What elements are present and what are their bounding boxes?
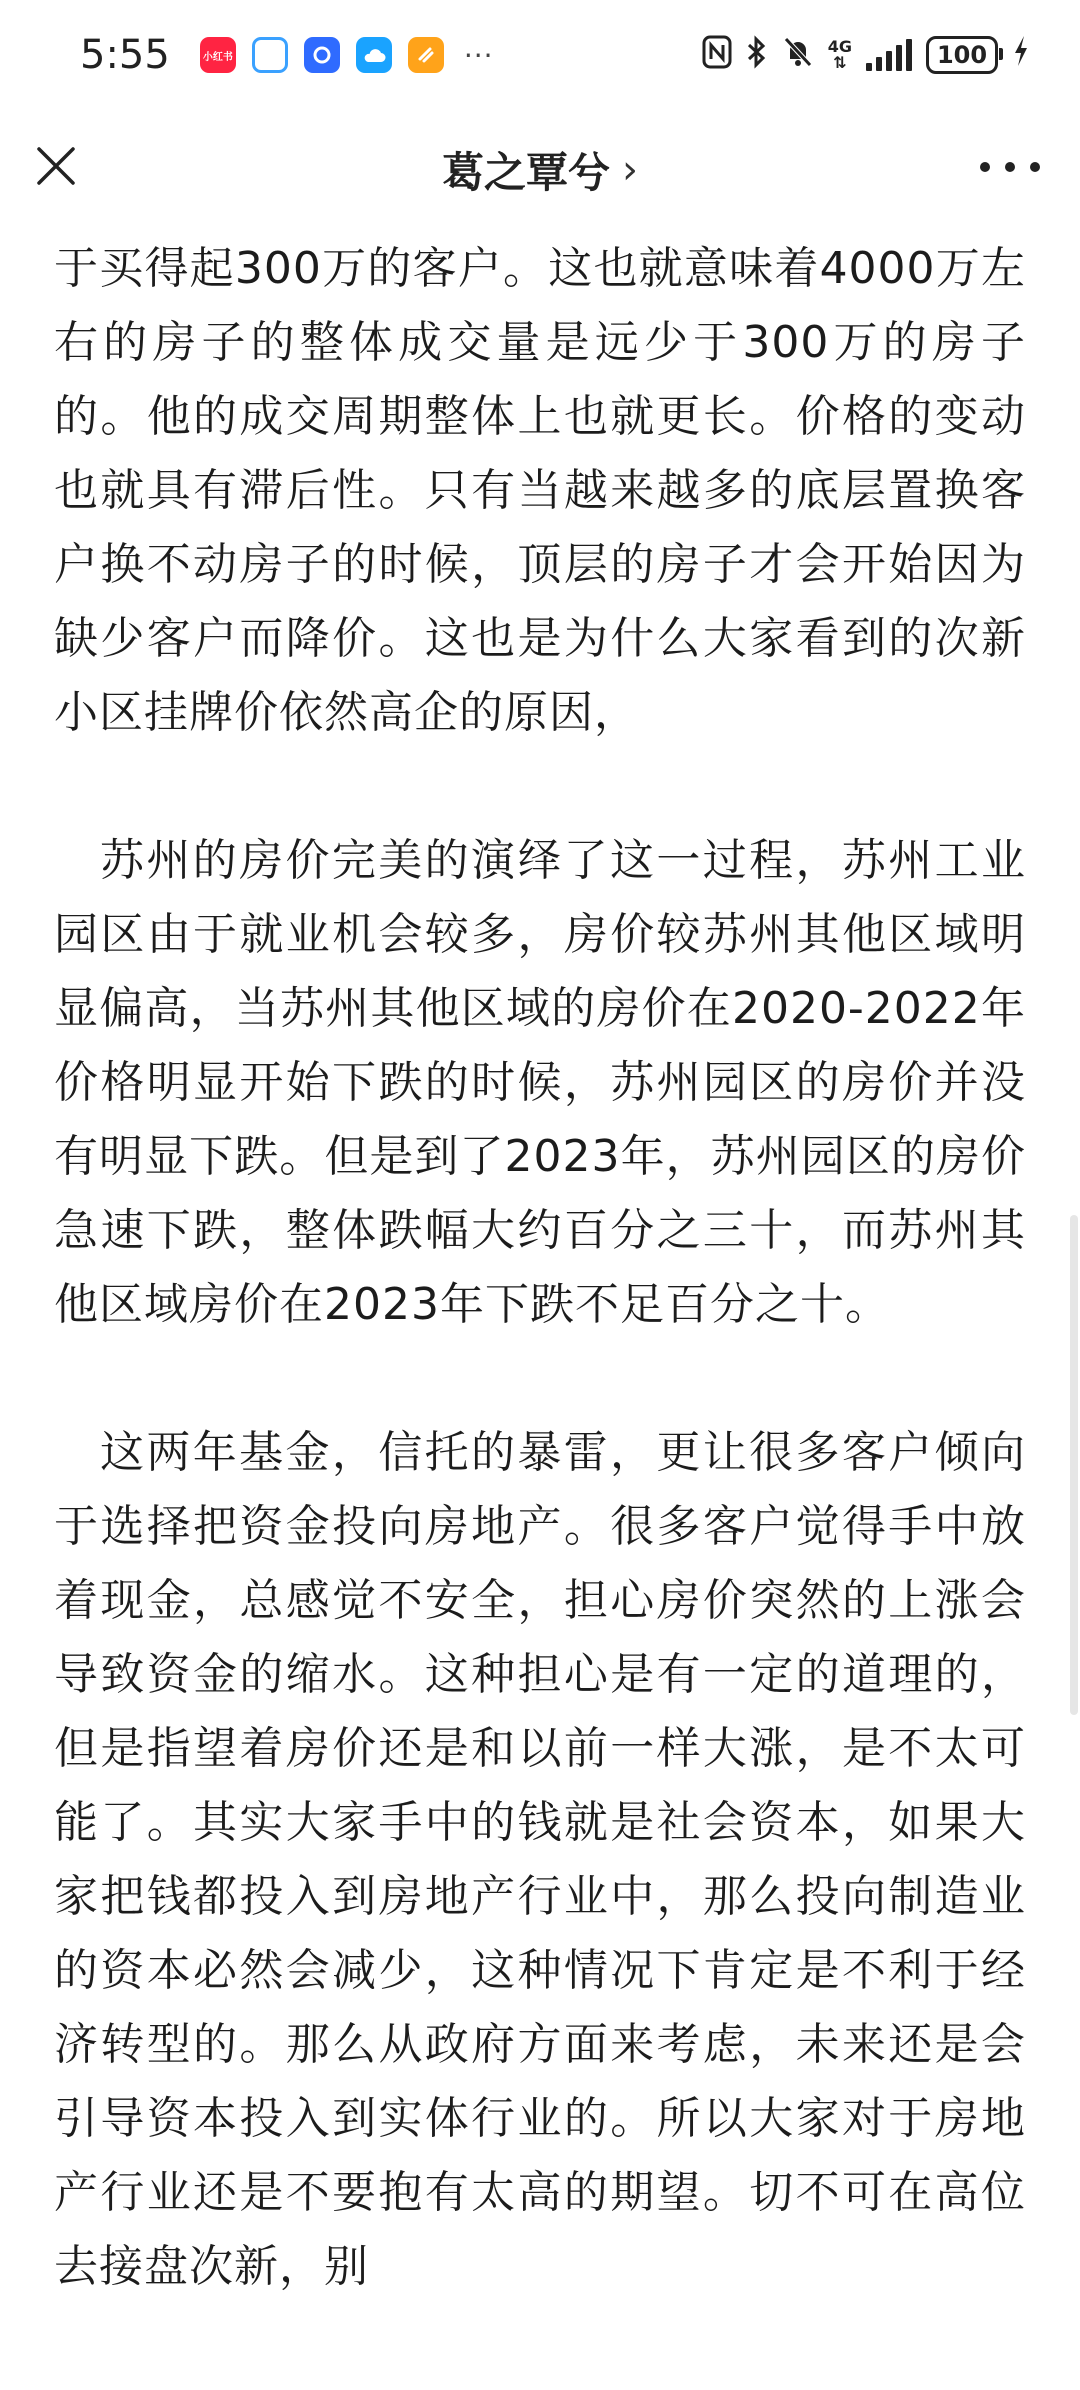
xiaohongshu-icon: 小红书	[200, 37, 236, 73]
network-type-label: 4G	[827, 37, 852, 56]
article-body	[54, 232, 1026, 2304]
dot-icon	[1005, 162, 1015, 172]
charging-bolt-icon	[1012, 34, 1030, 76]
orange-app-icon	[408, 37, 444, 73]
signal-strength-icon	[866, 39, 912, 71]
cloud-icon	[356, 37, 392, 73]
article-paragraph: 这两年基金，信托的暴雷，更让很多客户倾向于选择把资金投向房地产。很多客户觉得手中放着现金，总感觉不安全，担心房价突然的上涨会导致资金的缩水。这种担心是有一定的道理的，但是指望着房价还是和以前一样大涨，是不太可能了。其实大家手中的钱就是社会资本，如果大家把钱都投入到房地产行业中，那么投向制造业的资本必然会减少，这种情况下肯定是不利于经济转型的。那么从政府方面来考虑，未来还是会引导资本投入到实体行业的。所以大家对于房地产行业还是不要抱有太高的期望。切不可在高位去接盘次新，别	[54, 1427, 1026, 2292]
battery-icon: 100	[926, 36, 998, 74]
account-title-link[interactable]	[0, 110, 1080, 230]
chat-bubble-icon	[252, 37, 288, 73]
page-title: 葛之覃兮	[441, 148, 610, 197]
more-notifications-icon: ···	[463, 38, 494, 72]
scrollbar-thumb[interactable]	[1070, 1215, 1078, 1715]
top-nav-bar	[0, 110, 1080, 230]
dot-icon	[980, 162, 990, 172]
network-type-icon	[828, 39, 852, 71]
status-bar	[0, 0, 1080, 110]
more-options-button[interactable]	[980, 152, 1040, 182]
nfc-icon	[702, 35, 732, 75]
bluetooth-icon	[746, 35, 768, 75]
article-paragraph: 于买得起300万的客户。这也就意味着4000万左右的房子的整体成交量是远少于300万的房子的。他的成交周期整体上也就更长。价格的变动也就具有滞后性。只有当越来越多的底层置换客户换不动房子的时候，顶层的房子才会开始因为缺少客户而降价。这也是为什么大家看到的次新小区挂牌价依然高企的原因，	[54, 243, 1026, 738]
article-paragraph: 苏州的房价完美的演绎了这一过程，苏州工业园区由于就业机会较多，房价较苏州其他区域明显偏高，当苏州其他区域的房价在2020-2022年价格明显开始下跌的时候，苏州园区的房价并没有明显下跌。但是到了2023年，苏州园区的房价急速下跌，整体跌幅大约百分之三十，而苏州其他区域房价在2023年下跌不足百分之十。	[54, 835, 1026, 1330]
dot-icon	[1030, 162, 1040, 172]
blue-app-icon	[304, 37, 340, 73]
mute-bell-icon	[782, 35, 814, 75]
status-time: 5:55	[80, 32, 170, 78]
chevron-right-icon: ›	[622, 147, 638, 193]
data-arrows-icon: ⇅	[833, 53, 847, 72]
system-icons	[702, 34, 1030, 76]
